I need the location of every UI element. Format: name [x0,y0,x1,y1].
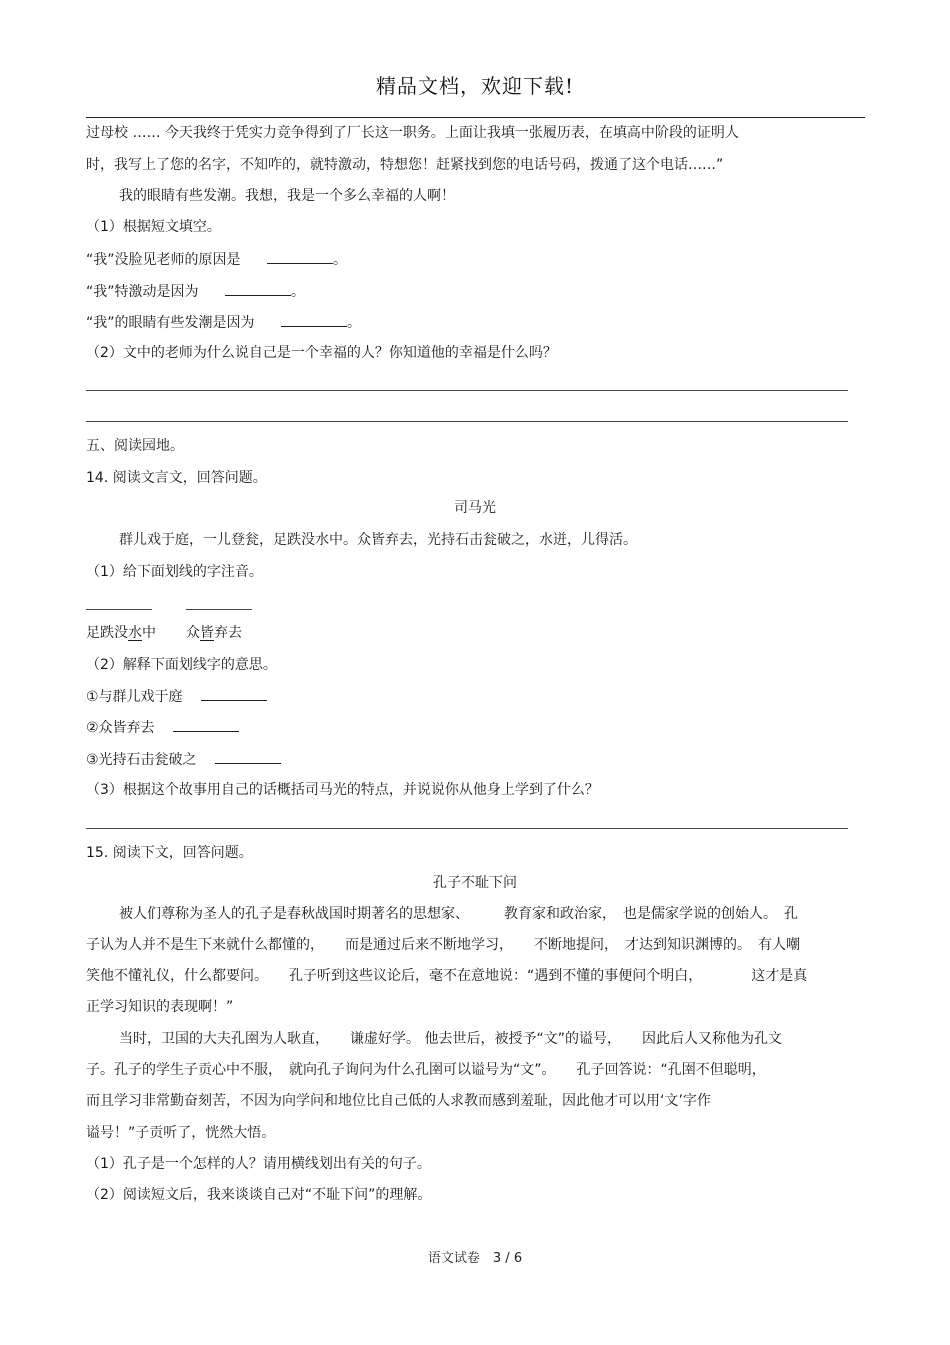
passage-text: 群儿戏于庭，一儿登瓮，足跌没水中。众皆弃去，光持石击瓮破之，水迸，儿得活。 [119,532,637,548]
question-label: （1）给下面划线的字注音。 [86,564,263,580]
fill-in-prompt: “我”特激动是因为 [86,284,199,300]
passage-line: 子。孔子的学生子贡心中不服， 就向孔子询问为什么孔圉可以谥号为“文”。 孔子回答说：“孔圉不但聪明， [86,1062,766,1078]
passage-line: 正学习知识的表现啊！” [86,999,234,1015]
passage-line: 谥号！”子贡听了，恍然大悟。 [86,1125,276,1141]
pinyin-blank[interactable] [86,609,152,610]
period-mark: 。 [332,252,347,268]
page-header-title: 精品文档，欢迎下载! [375,74,575,98]
question-label: （1）根据短文填空。 [86,219,221,235]
answer-blank[interactable] [267,249,333,264]
period-mark: 。 [346,315,361,331]
passage-line: 笑他不懂礼仪，什么都要问。 孔子听到这些议论后，毫不在意地说：“遇到不懂的事便问个明白， 这才是真 [86,968,808,984]
explain-prompt: ②众皆弃去 [86,720,155,736]
passage-line: 时，我写上了您的名字，不知咋的，就特激动，特想您！赶紧找到您的电话号码，拨通了这个电话……” [86,157,724,173]
fill-in-item [86,281,305,302]
question-label: （2）解释下面划线字的意思。 [86,657,277,673]
fill-in-prompt: “我”没脸见老师的原因是 [86,252,241,268]
answer-blank[interactable] [215,749,281,764]
passage-line: 当时，卫国的大夫孔圉为人耿直， 谦虚好学。 他去世后，被授予“文”的谥号， 因此后人又称他为孔文 [119,1031,782,1047]
question-label: （3）根据这个故事用自己的话概括司马光的特点，并说说你从他身上学到了什么？ [86,782,599,798]
explain-item [86,686,267,707]
passage-line: 我的眼睛有些发潮。我想，我是一个多么幸福的人啊！ [119,188,455,204]
explain-prompt: ③光持石击瓮破之 [86,752,197,768]
passage-line: 被人们尊称为圣人的孔子是春秋战国时期著名的思想家、 教育家和政治家， 也是儒家学说的创始人。 孔 [119,906,798,922]
explain-item [86,717,239,738]
explain-item [86,749,281,770]
underlined-char: 皆 [200,625,214,641]
answer-line[interactable] [86,390,848,391]
answer-blank[interactable] [281,312,347,327]
fill-in-item [86,249,347,270]
phrase-text: 中 [142,625,156,641]
pinyin-blank[interactable] [186,609,252,610]
fill-in-prompt: “我”的眼睛有些发潮是因为 [86,315,255,331]
passage-line: 过母校 …… 今天我终于凭实力竞争得到了厂长这一职务。上面让我填一张履历表，在填高中阶段的证明人 [86,125,739,141]
passage-line: 而且学习非常勤奋刻苦，不因为向学问和地位比自己低的人求教而感到羞耻，因此他才可以用‘文’字作 [86,1093,711,1109]
period-mark: 。 [290,284,305,300]
phrase-text: 足跌没 [86,625,128,641]
answer-line[interactable] [86,421,848,422]
page-footer: 语文试卷 3 / 6 [427,1251,523,1266]
answer-blank[interactable] [173,717,239,732]
underlined-char: 水 [128,625,142,641]
passage-line: 子认为人并不是生下来就什么都懂的， 而是通过后来不断地学习， 不断地提问， 才达到知识渊博的。 有人嘲 [86,937,800,953]
passage-title: 司马光 [454,500,496,516]
section-title: 五、阅读园地。 [86,438,184,454]
fill-in-item [86,312,361,333]
phrase-item [86,623,156,643]
phrase-text: 弃去 [214,625,242,641]
question-intro: 15. 阅读下文，回答问题。 [86,845,253,861]
question-label: （2）文中的老师为什么说自己是一个幸福的人？你知道他的幸福是什么吗？ [86,345,557,361]
header-divider [86,117,865,118]
answer-blank[interactable] [201,686,267,701]
answer-blank[interactable] [225,281,291,296]
question-label: （1）孔子是一个怎样的人？请用横线划出有关的句子。 [86,1156,431,1172]
phrase-item [186,623,242,643]
explain-prompt: ①与群儿戏于庭 [86,689,183,705]
passage-title: 孔子不耻下问 [433,875,517,891]
answer-line[interactable] [86,828,848,829]
phrase-text: 众 [186,625,200,641]
question-intro: 14. 阅读文言文，回答问题。 [86,470,267,486]
question-label: （2）阅读短文后，我来谈谈自己对“不耻下问”的理解。 [86,1187,432,1203]
